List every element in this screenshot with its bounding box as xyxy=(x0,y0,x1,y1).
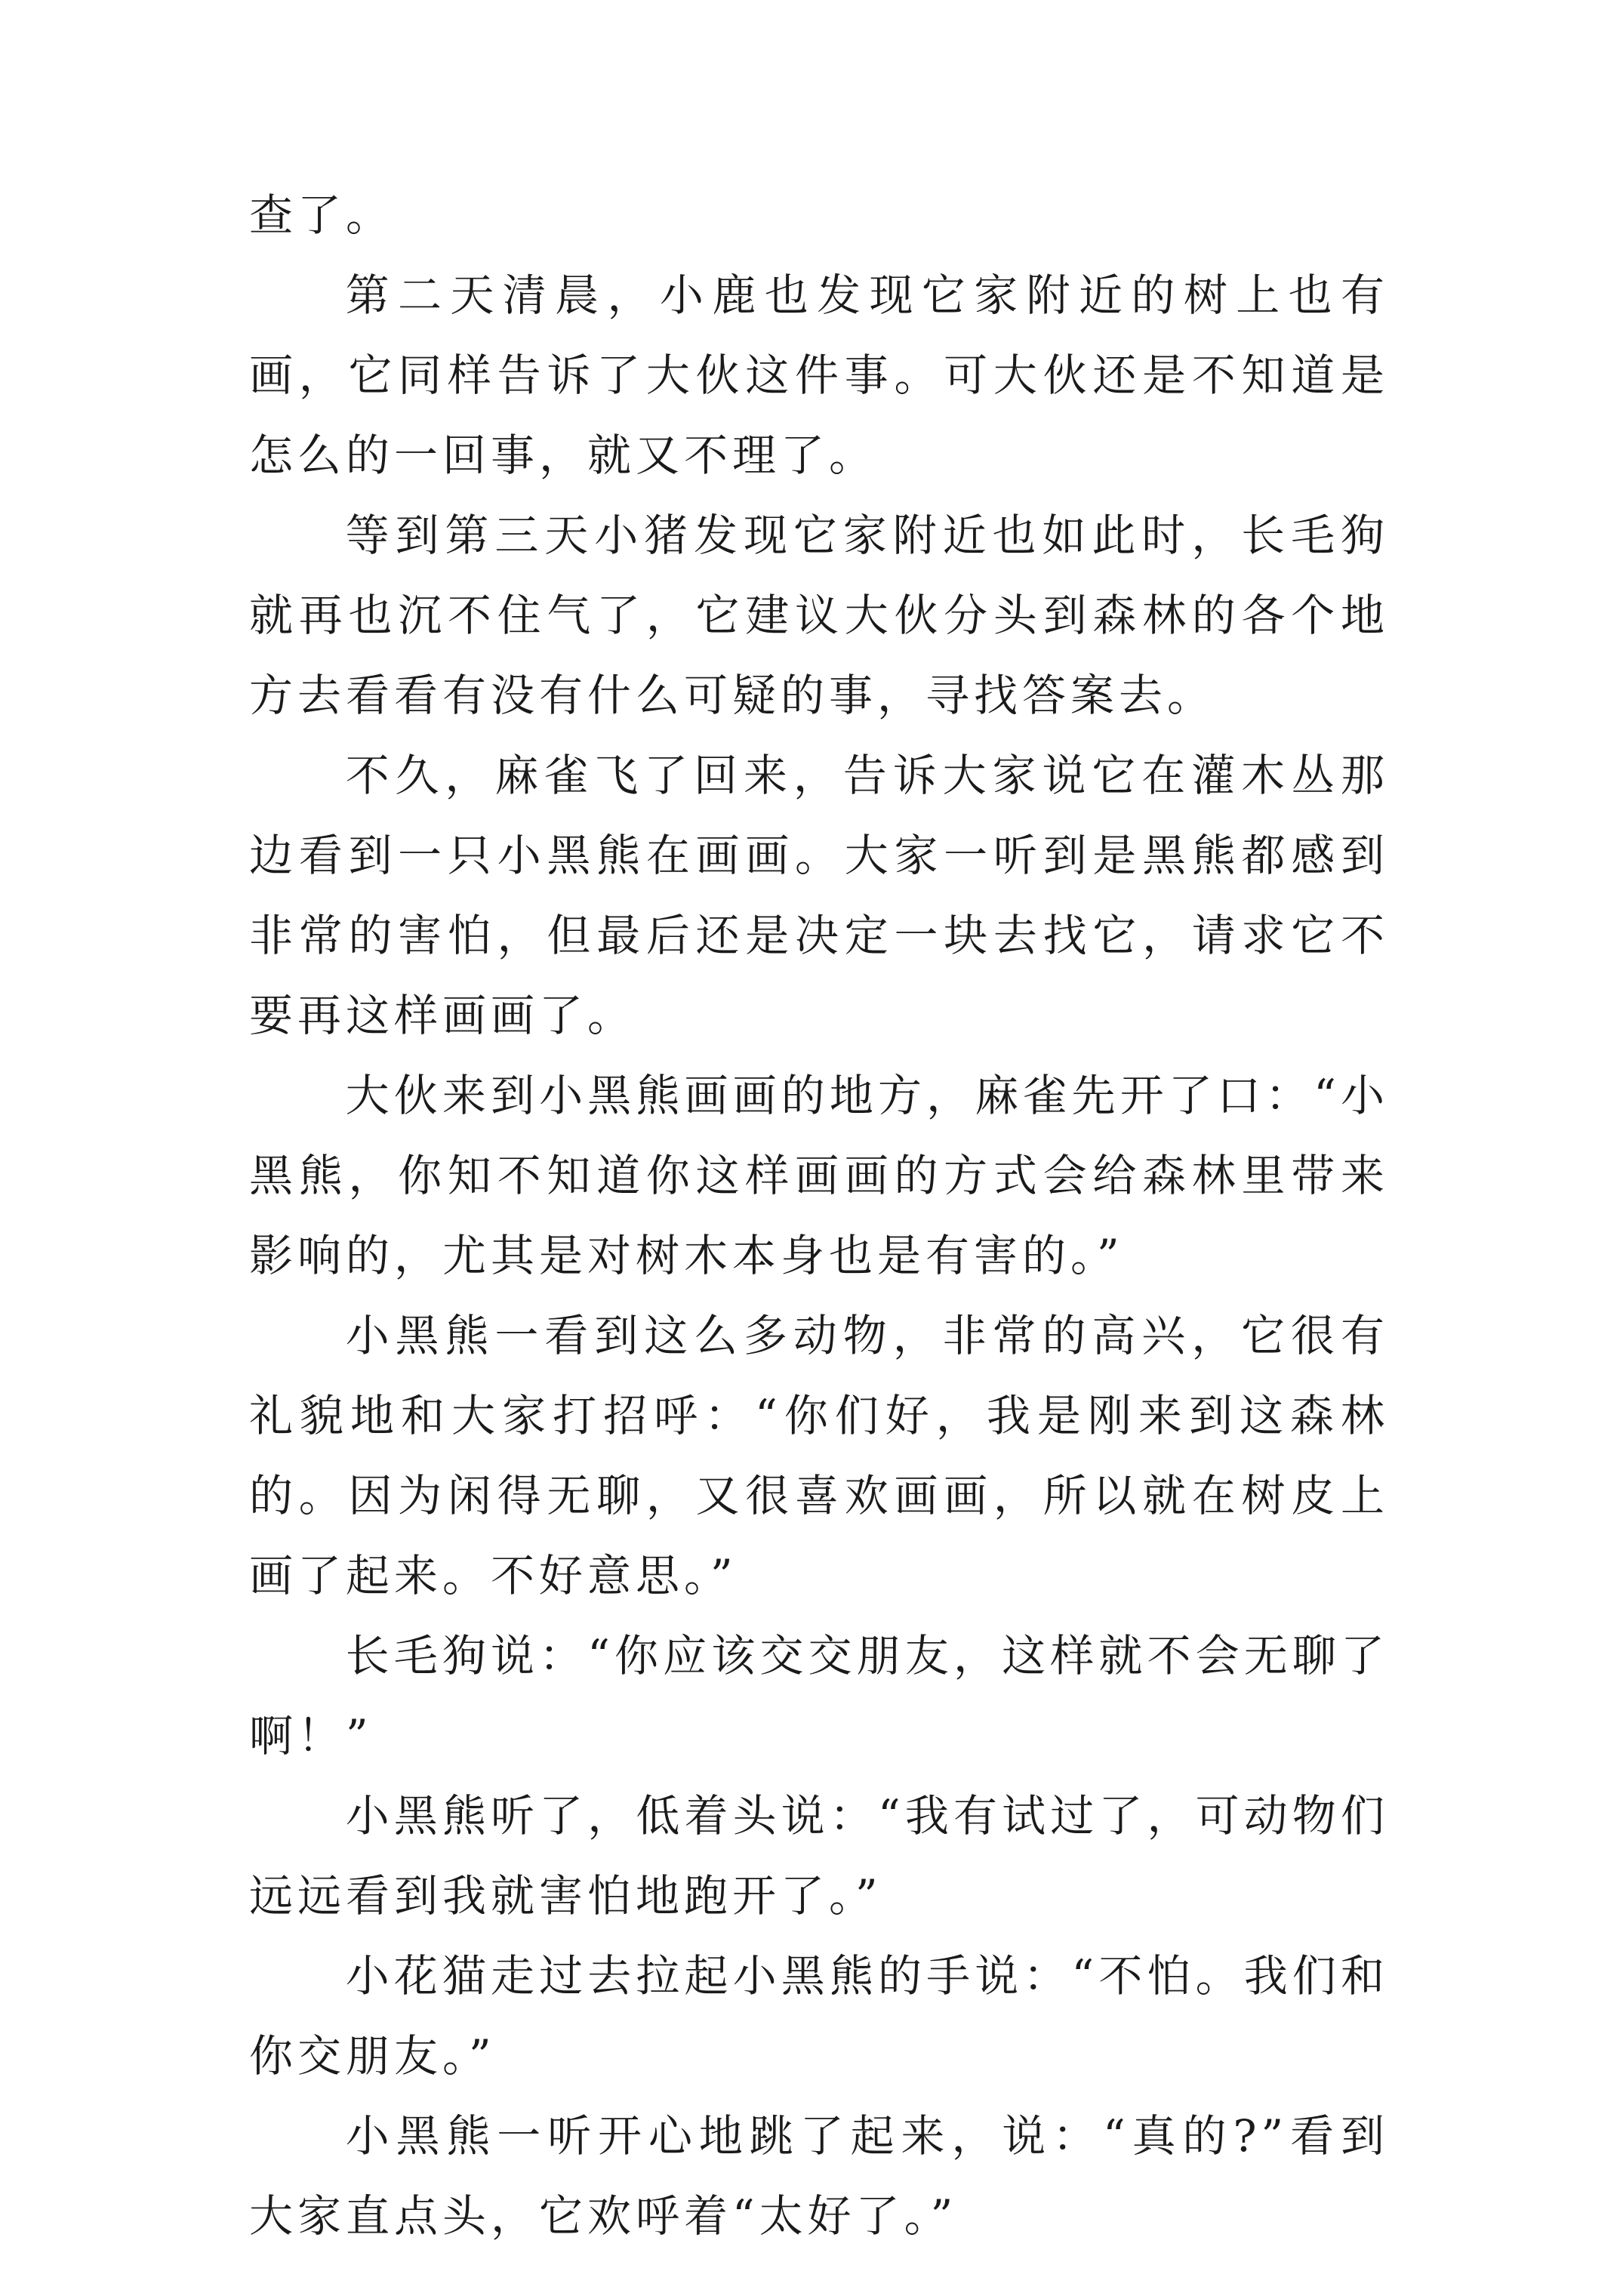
paragraph-6: 小黑熊一看到这么多动物，非常的高兴，它很有礼貌地和大家打招呼：“你们好，我是刚来到这森林的。因为闲得无聊，又很喜欢画画，所以就在树皮上画了起来。不好意思。” xyxy=(249,1310,1389,1601)
paragraph-8: 小黑熊听了，低着头说：“我有试过了，可动物们远远看到我就害怕地跑开了。” xyxy=(249,1790,1389,1922)
paragraph-3: 等到第三天小猪发现它家附近也如此时，长毛狗就再也沉不住气了，它建议大伙分头到森林的各个地方去看看有没有什么可疑的事，寻找答案去。 xyxy=(249,510,1389,721)
paragraph-10: 小黑熊一听开心地跳了起来，说：“真的?”看到大家直点头，它欢呼着“太好了。” xyxy=(249,2110,1389,2242)
paragraph-5: 大伙来到小黑熊画画的地方，麻雀先开了口：“小黑熊，你知不知道你这样画画的方式会给森林里带来影响的，尤其是对树木本身也是有害的。” xyxy=(249,1070,1389,1281)
paragraph-9: 小花猫走过去拉起小黑熊的手说：“不怕。我们和你交朋友。” xyxy=(249,1950,1389,2082)
paragraph-1: 查了。 xyxy=(249,190,395,241)
paragraph-4: 不久，麻雀飞了回来，告诉大家说它在灌木丛那边看到一只小黑熊在画画。大家一听到是黑熊都感到非常的害怕，但最后还是决定一块去找它，请求它不要再这样画画了。 xyxy=(249,750,1389,1041)
story-text xyxy=(249,175,1389,2256)
paragraph-2: 第二天清晨，小鹿也发现它家附近的树上也有画，它同样告诉了大伙这件事。可大伙还是不知道是怎么的一回事，就又不理了。 xyxy=(249,270,1389,481)
paragraph-7: 长毛狗说：“你应该交交朋友，这样就不会无聊了啊！” xyxy=(249,1630,1389,1761)
